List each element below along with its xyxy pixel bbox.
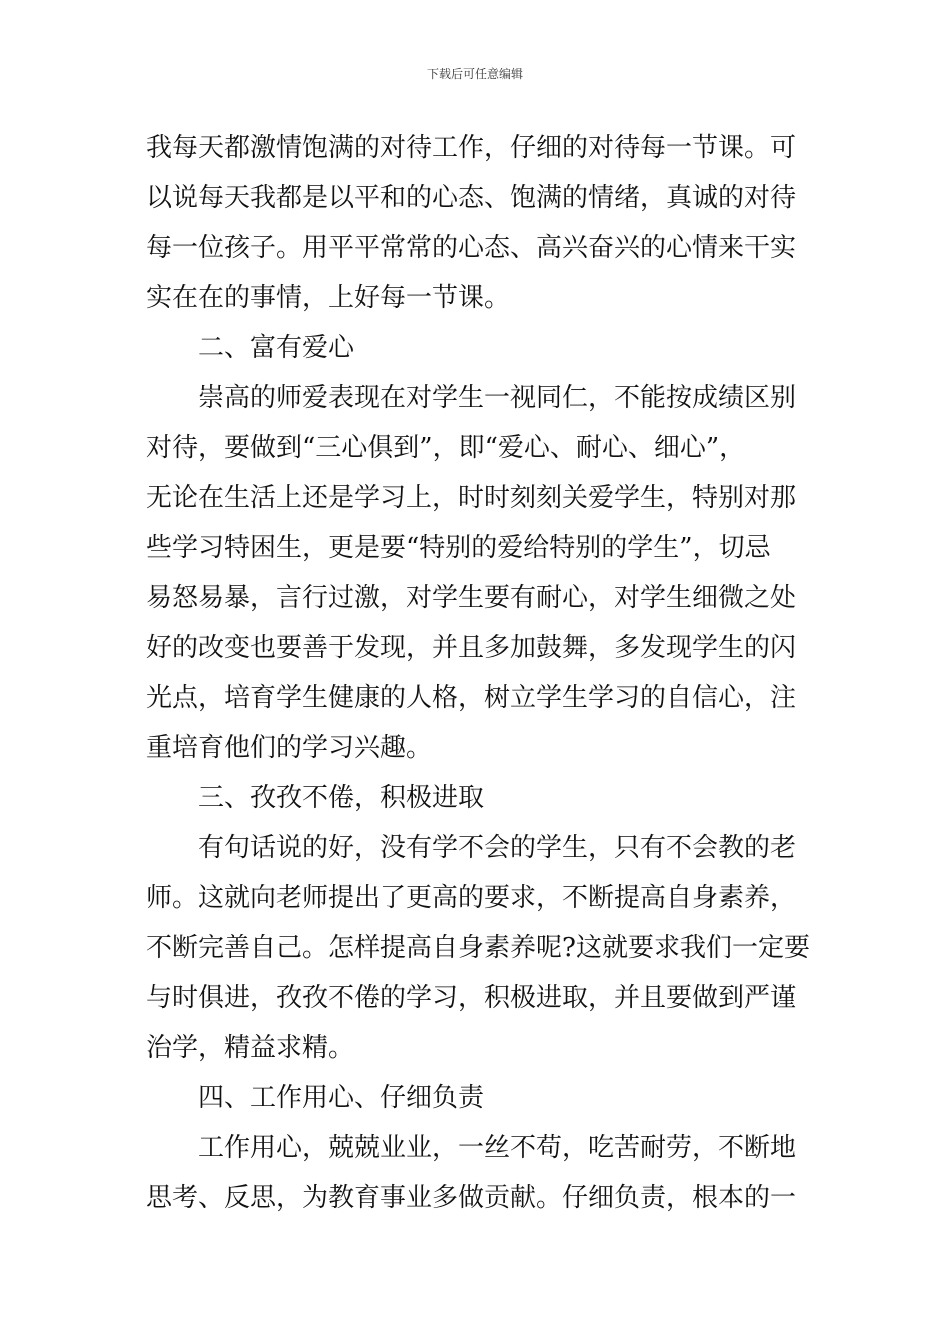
text-line: 工作用心，兢兢业业，一丝不苟，吃苦耐劳，不断地	[198, 1133, 797, 1163]
section-heading: 四、工作用心、仔细负责	[198, 1083, 485, 1113]
text-line: 师。这就向老师提出了更高的要求，不断提高自身素养，	[146, 883, 797, 913]
text-line: 重培育他们的学习兴趣。	[146, 733, 433, 763]
text-line: 有句话说的好，没有学不会的学生，只有不会教的老	[198, 833, 797, 863]
text-line: 光点，培育学生健康的人格，树立学生学习的自信心，注	[146, 683, 797, 713]
text-line: 无论在生活上还是学习上，时时刻刻关爱学生，特别对那	[146, 483, 797, 513]
page-header-note: 下载后可任意编辑	[426, 67, 523, 81]
text-line: 与时俱进，孜孜不倦的学习，积极进取，并且要做到严谨	[146, 983, 797, 1013]
text-line: 些学习特困生，更是要“特别的爱给特别的学生”，切忌	[146, 533, 771, 563]
text-line: 对待，要做到“三心俱到”，即“爱心、耐心、细心”，	[146, 433, 746, 463]
text-line: 易怒易暴，言行过激，对学生要有耐心，对学生细微之处	[146, 583, 797, 613]
text-line: 实在在的事情，上好每一节课。	[146, 283, 511, 313]
text-line: 以说每天我都是以平和的心态、饱满的情绪，真诚的对待	[146, 183, 797, 213]
text-line: 崇高的师爱表现在对学生一视同仁，不能按成绩区别	[198, 383, 797, 413]
section-heading: 二、富有爱心	[198, 333, 355, 363]
text-line: 我每天都激情饱满的对待工作，仔细的对待每一节课。可	[146, 133, 797, 163]
document-body	[146, 123, 808, 1223]
text-line: 治学，精益求精。	[146, 1033, 355, 1063]
text-line: 好的改变也要善于发现，并且多加鼓舞，多发现学生的闪	[146, 633, 797, 663]
section-heading: 三、孜孜不倦，积极进取	[198, 783, 485, 813]
text-line: 每一位孩子。用平平常常的心态、高兴奋兴的心情来干实	[146, 233, 797, 263]
text-line: 思考、反思，为教育事业多做贡献。仔细负责，根本的一	[146, 1183, 797, 1213]
text-line: 不断完善自己。怎样提高自身素养呢?这就要求我们一定要	[146, 933, 810, 963]
